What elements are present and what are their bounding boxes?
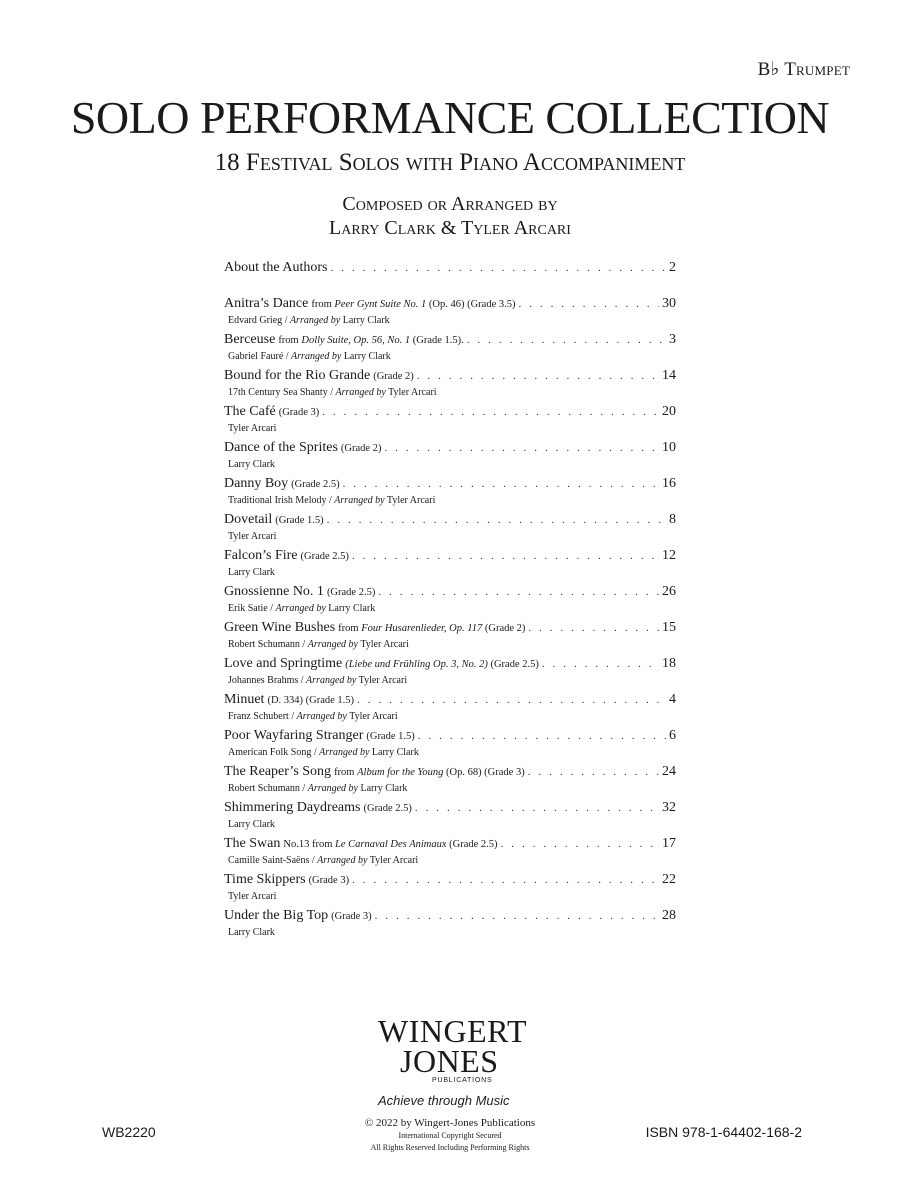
credit-line-1: Composed or Arranged by [342,193,558,215]
toc-credit [224,350,676,364]
toc-title: Gnossienne No. 1 [224,584,324,599]
toc-grade: (Grade 3) [278,407,320,418]
toc-work: Album for the Young [357,767,444,778]
logo-wingert: WINGERT [378,1013,528,1049]
instrument-label: B♭ Trumpet [757,59,850,80]
toc-leader [322,402,659,422]
toc-arranged-by: Arranged by [275,603,326,614]
toc-leader [418,726,666,746]
toc-entry [224,654,676,690]
toc-title-detail [334,763,525,783]
toc-entry-heading [224,474,676,494]
toc-title: Love and Springtime [224,656,343,671]
toc-arranged-by: Arranged by [334,495,385,506]
toc-grade: (Grade 2.5) [300,551,349,562]
toc-from: from [311,299,332,310]
toc-arranger: Tyler Arcari [388,387,437,398]
toc-credit [224,422,676,436]
toc-composer: Robert Schumann / [228,639,306,650]
toc-page-number: 24 [662,764,676,779]
toc-title-detail [309,871,350,891]
toc-title: Danny Boy [224,476,289,491]
toc-work: Peer Gynt Suite No. 1 [334,299,427,310]
page-subtitle: 18 Festival Solos with Piano Accompaniment [214,149,686,176]
toc-credit [224,386,676,400]
toc-title: Anitra’s Dance [224,296,309,311]
toc-grade: (Grade 2.5) [326,587,376,598]
toc-composer: Larry Clark [228,459,275,470]
toc-work: (Liebe und Frühling Op. 3, No. 2) [345,659,488,670]
toc-composer: Traditional Irish Melody / [228,495,332,506]
toc-page-number: 16 [662,476,676,491]
toc-leader [330,258,666,278]
toc-from: from [338,623,359,634]
toc-page-number: 12 [662,548,676,563]
toc-title-detail [338,619,525,639]
toc-entry [224,510,676,546]
logo-tagline: Achieve through Music [378,1093,510,1108]
toc-title-detail [363,799,411,819]
toc-credit [224,818,676,832]
toc-grade: (Grade 1.5). [412,335,464,346]
toc-page-number: 2 [669,260,676,275]
toc-title: Green Wine Bushes [224,620,336,635]
toc-title: About the Authors [224,260,328,275]
toc-leader [415,798,659,818]
toc-leader [528,762,659,782]
toc-grade: (Op. 46) (Grade 3.5) [428,299,516,310]
toc-page-number: 8 [669,512,676,527]
toc-arranged-by: Arranged by [291,351,342,362]
toc-credit [224,638,676,652]
toc-composer: Franz Schubert / [228,711,295,722]
toc-title: Dovetail [224,512,273,527]
toc-arranged-by: Arranged by [335,387,386,398]
toc-page-number: 6 [669,728,676,743]
toc-entry-heading [224,834,676,854]
toc-from: from [278,335,299,346]
toc-composer: Erik Satie / [228,603,273,614]
toc-work: Le Carnaval Des Animaux [335,839,447,850]
toc-title-detail [275,511,323,531]
toc-composer: Tyler Arcari [228,891,277,902]
toc-page-number: 17 [662,836,676,851]
toc-credit [224,746,676,760]
toc-arranger: Tyler Arcari [358,675,408,686]
toc-grade: (Grade 1.5) [366,731,415,742]
toc-arranged-by: Arranged by [289,315,341,326]
toc-title-detail [345,655,539,675]
toc-composer: Larry Clark [228,567,275,578]
toc-composer: Tyler Arcari [228,423,277,434]
toc-entry [224,798,676,834]
toc-leader [352,546,659,566]
toc-title-detail [283,835,497,855]
toc-entry [224,258,676,280]
toc-entry-heading [224,366,676,386]
product-code: WB2220 [102,1124,156,1140]
toc-credit [224,530,676,544]
toc-grade: (Grade 3) [308,875,350,886]
table-of-contents [224,258,676,942]
toc-leader [375,906,659,926]
toc-entry [224,906,676,942]
toc-from: No.13 from [283,839,333,850]
toc-composer: Tyler Arcari [228,531,277,542]
toc-entry [224,402,676,438]
toc-entry [224,366,676,402]
toc-grade: (Grade 2) [373,371,414,382]
toc-entry-heading [224,690,676,710]
toc-leader [528,618,659,638]
toc-entry [224,294,676,330]
toc-arranger: Tyler Arcari [349,711,398,722]
toc-page-number: 14 [662,368,676,383]
logo-publications: PUBLICATIONS [432,1077,493,1084]
toc-title: Shimmering Daydreams [224,800,361,815]
rights-line-1: International Copyright Secured [398,1131,502,1140]
toc-composer: Gabriel Fauré / [228,351,289,362]
toc-leader [343,474,659,494]
toc-grade: (Grade 2.5) [449,839,498,850]
toc-title-detail [301,547,349,567]
toc-title: Bound for the Rio Grande [224,368,371,383]
toc-composer: Robert Schumann / [228,783,306,794]
toc-page-number: 26 [662,584,676,599]
toc-leader [417,366,659,386]
toc-entry [224,438,676,474]
toc-leader [519,294,660,314]
toc-entry-heading [224,654,676,674]
toc-credit [224,566,676,580]
toc-composer: Larry Clark [228,819,275,830]
toc-entry [224,870,676,906]
toc-entry-heading [224,726,676,746]
toc-page-number: 15 [662,620,676,635]
copyright-block [300,1117,600,1154]
toc-composer: Camille Saint-Saëns / [228,855,315,866]
credit-line-2: Larry Clark & Tyler Arcari [329,217,571,239]
toc-entry-heading [224,762,676,782]
toc-page-number: 4 [669,692,676,707]
isbn: ISBN 978-1-64402-168-2 [645,1124,802,1140]
toc-credit [224,674,676,688]
toc-composer: Edvard Grieg / [228,315,288,326]
toc-page-number: 18 [662,656,676,671]
toc-title-detail [278,331,464,351]
toc-arranger: Larry Clark [360,783,408,794]
toc-entry [224,582,676,618]
toc-arranged-by: Arranged by [317,855,368,866]
toc-arranged-by: Arranged by [296,711,347,722]
toc-work: Four Husarenlieder, Op. 117 [361,623,483,634]
toc-entry-heading [224,870,676,890]
toc-page-number: 22 [662,872,676,887]
toc-from: from [334,767,355,778]
toc-entry [224,834,676,870]
toc-composer: American Folk Song / [228,747,317,758]
toc-title-detail [331,907,372,927]
toc-entry [224,726,676,762]
logo-jones: JONES [400,1043,499,1079]
toc-title: Poor Wayfaring Stranger [224,728,364,743]
toc-credit [224,314,676,328]
toc-entry-heading [224,330,676,350]
toc-page-number: 3 [669,332,676,347]
toc-title-detail [327,583,375,603]
toc-arranged-by: Arranged by [307,639,358,650]
toc-arranged-by: Arranged by [307,783,358,794]
toc-leader [542,654,659,674]
page-title: SOLO PERFORMANCE COLLECTION [70,92,830,143]
toc-page-number: 20 [662,404,676,419]
toc-grade: (Grade 2) [340,443,382,454]
toc-leader [327,510,666,530]
toc-credit [224,854,676,868]
toc-credit [224,710,676,724]
toc-page-number: 32 [662,800,676,815]
toc-leader [357,690,666,710]
toc-leader [501,834,659,854]
toc-title: Minuet [224,692,265,707]
toc-credit [224,458,676,472]
toc-title: Falcon’s Fire [224,548,298,563]
toc-title: Under the Big Top [224,908,329,923]
toc-grade: (Grade 2.5) [363,803,412,814]
toc-arranged-by: Arranged by [319,747,370,758]
toc-entry-heading [224,294,676,314]
toc-arranged-by: Arranged by [306,675,357,686]
toc-entry-heading [224,546,676,566]
toc-composer: 17th Century Sea Shanty / [228,387,333,398]
toc-grade: (Grade 1.5) [275,515,324,526]
toc-entry-heading [224,258,676,278]
toc-leader [378,582,659,602]
toc-entry-heading [224,582,676,602]
toc-arranger: Larry Clark [343,351,391,362]
toc-arranger: Tyler Arcari [386,495,436,506]
toc-title: Time Skippers [224,872,306,887]
toc-entry [224,330,676,366]
toc-title-detail [311,295,515,315]
toc-entry [224,546,676,582]
rights-line-2: All Rights Reserved Including Performing Rights [370,1143,530,1152]
copyright-line: © 2022 by Wingert-Jones Publications [364,1117,536,1129]
toc-grade: (Grade 2) [484,623,526,634]
toc-credit [224,890,676,904]
toc-page-number: 28 [662,908,676,923]
toc-entry [224,690,676,726]
toc-composer: Larry Clark [228,927,275,938]
toc-grade: (D. 334) (Grade 1.5) [267,695,355,706]
publisher-logo [370,1013,540,1108]
toc-arranger: Tyler Arcari [369,855,419,866]
toc-title: The Swan [224,836,281,851]
toc-title-detail [373,367,414,387]
toc-entry [224,474,676,510]
toc-arranger: Larry Clark [371,747,419,758]
toc-leader [384,438,659,458]
toc-title: Berceuse [224,332,276,347]
toc-entry-heading [224,618,676,638]
toc-title: Dance of the Sprites [224,440,338,455]
toc-grade: (Grade 2.5) [490,659,539,670]
toc-entry-heading [224,510,676,530]
toc-grade: (Grade 3) [331,911,372,922]
toc-title-detail [279,403,320,423]
toc-title: The Café [224,404,276,419]
toc-entry [224,762,676,798]
toc-credit [224,782,676,796]
toc-leader [352,870,659,890]
toc-title: The Reaper’s Song [224,764,332,779]
toc-work: Dolly Suite, Op. 56, No. 1 [301,335,411,346]
toc-entry [224,618,676,654]
toc-title-detail [267,691,354,711]
toc-leader [467,330,666,350]
toc-page-number: 30 [662,296,676,311]
toc-title-detail [341,439,382,459]
toc-credit [224,494,676,508]
toc-credit [224,926,676,940]
toc-grade: (Grade 2.5) [291,479,340,490]
toc-title-detail [366,727,414,747]
toc-grade: (Op. 68) (Grade 3) [445,767,525,778]
toc-entry-heading [224,798,676,818]
toc-arranger: Larry Clark [342,315,390,326]
toc-arranger: Tyler Arcari [360,639,409,650]
toc-composer: Johannes Brahms / [228,675,304,686]
toc-title-detail [291,475,339,495]
toc-entry-heading [224,906,676,926]
toc-page-number: 10 [662,440,676,455]
toc-entry-heading [224,402,676,422]
toc-credit [224,602,676,616]
toc-entry-heading [224,438,676,458]
toc-arranger: Larry Clark [328,603,376,614]
